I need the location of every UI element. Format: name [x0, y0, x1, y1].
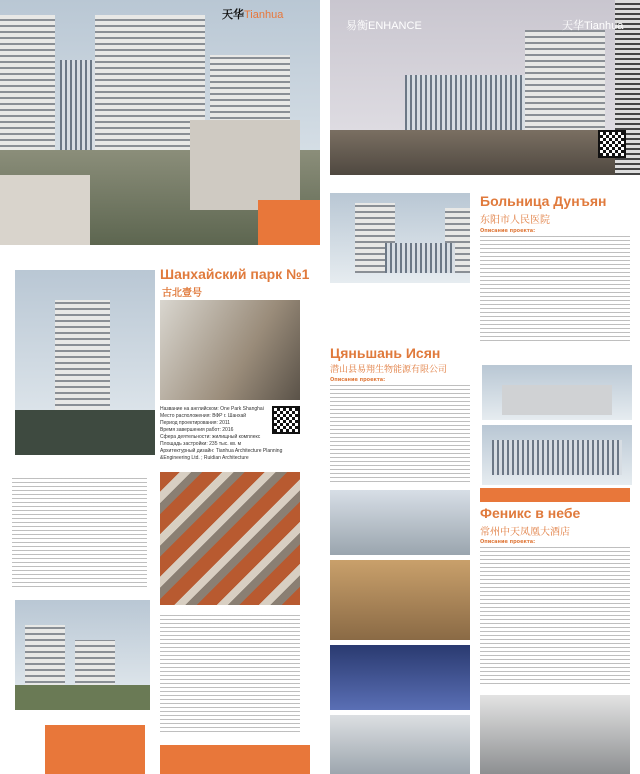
project-subtitle-qianshan: 潜山县易翔生物能源有限公司: [330, 365, 448, 375]
qr-code-right: [598, 130, 626, 158]
factory-photo: [482, 365, 632, 420]
body-text: [12, 478, 147, 588]
interior-photo-right: [480, 695, 630, 774]
factory-photo-2: [482, 425, 632, 485]
qr-code: [272, 406, 300, 434]
project-subtitle-phoenix: 常州中天凤凰大酒店: [480, 527, 570, 538]
tianhua-logo: 天华Tianhua: [222, 9, 284, 21]
qianshan-text: [330, 385, 470, 485]
tower-photo: [15, 270, 155, 455]
accent-block-bottom: [45, 725, 145, 774]
hotel-lobby-photo: [330, 560, 470, 640]
garden-photo: [15, 600, 150, 710]
accent-block: [258, 200, 320, 245]
hotel-roof-photo: [330, 715, 470, 774]
tianhua-logo-right: 天华Tianhua: [562, 20, 624, 32]
hotel-night-photo: [330, 645, 470, 710]
accent-bar-bottom: [160, 745, 310, 774]
project-info: Название на английском: One Park Shanghai Место расположения: ВФР г. Шанхай Период проектирования: 2011 Время завершения работ: 2016 Сфера деятельности: жилищный комплекс Площадь застройки: 235 тыс. кв. м Архитектурный дизайн: Tianhua Architecture Planning &Engineering Ltd. ; Ruidian Architecture: [160, 406, 283, 461]
project-title-phoenix: Феникс в небе: [480, 505, 581, 521]
right-page: 易衡ENHANCE 天华Tianhua Больница Дунъян 东阳市人民医院 Описание проекта: Цяньшань Исян 潜山县易翔生物能源有限公司 Описание проекта: Феникс в небе 常州中天凤凰大酒店 Описание проекта:: [330, 0, 640, 774]
project-subtitle-hospital: 东阳市人民医院: [480, 215, 550, 226]
project-subtitle: 古北壹号: [162, 288, 202, 299]
accent-bar-right: [480, 488, 630, 502]
project-title-hospital: Больница Дунъян: [480, 193, 607, 209]
project-title-qianshan: Цяньшань Исян: [330, 345, 441, 361]
facade-photo: [160, 472, 300, 605]
hospital-photo: [330, 193, 470, 283]
enhance-logo: 易衡ENHANCE: [346, 20, 422, 32]
body-text-2: [160, 615, 300, 735]
interior-photo: [160, 300, 300, 400]
phoenix-text: [480, 547, 630, 687]
hospital-text: [480, 236, 630, 341]
project-title: Шанхайский парк №1: [160, 266, 310, 282]
hotel-photo: [330, 490, 470, 555]
